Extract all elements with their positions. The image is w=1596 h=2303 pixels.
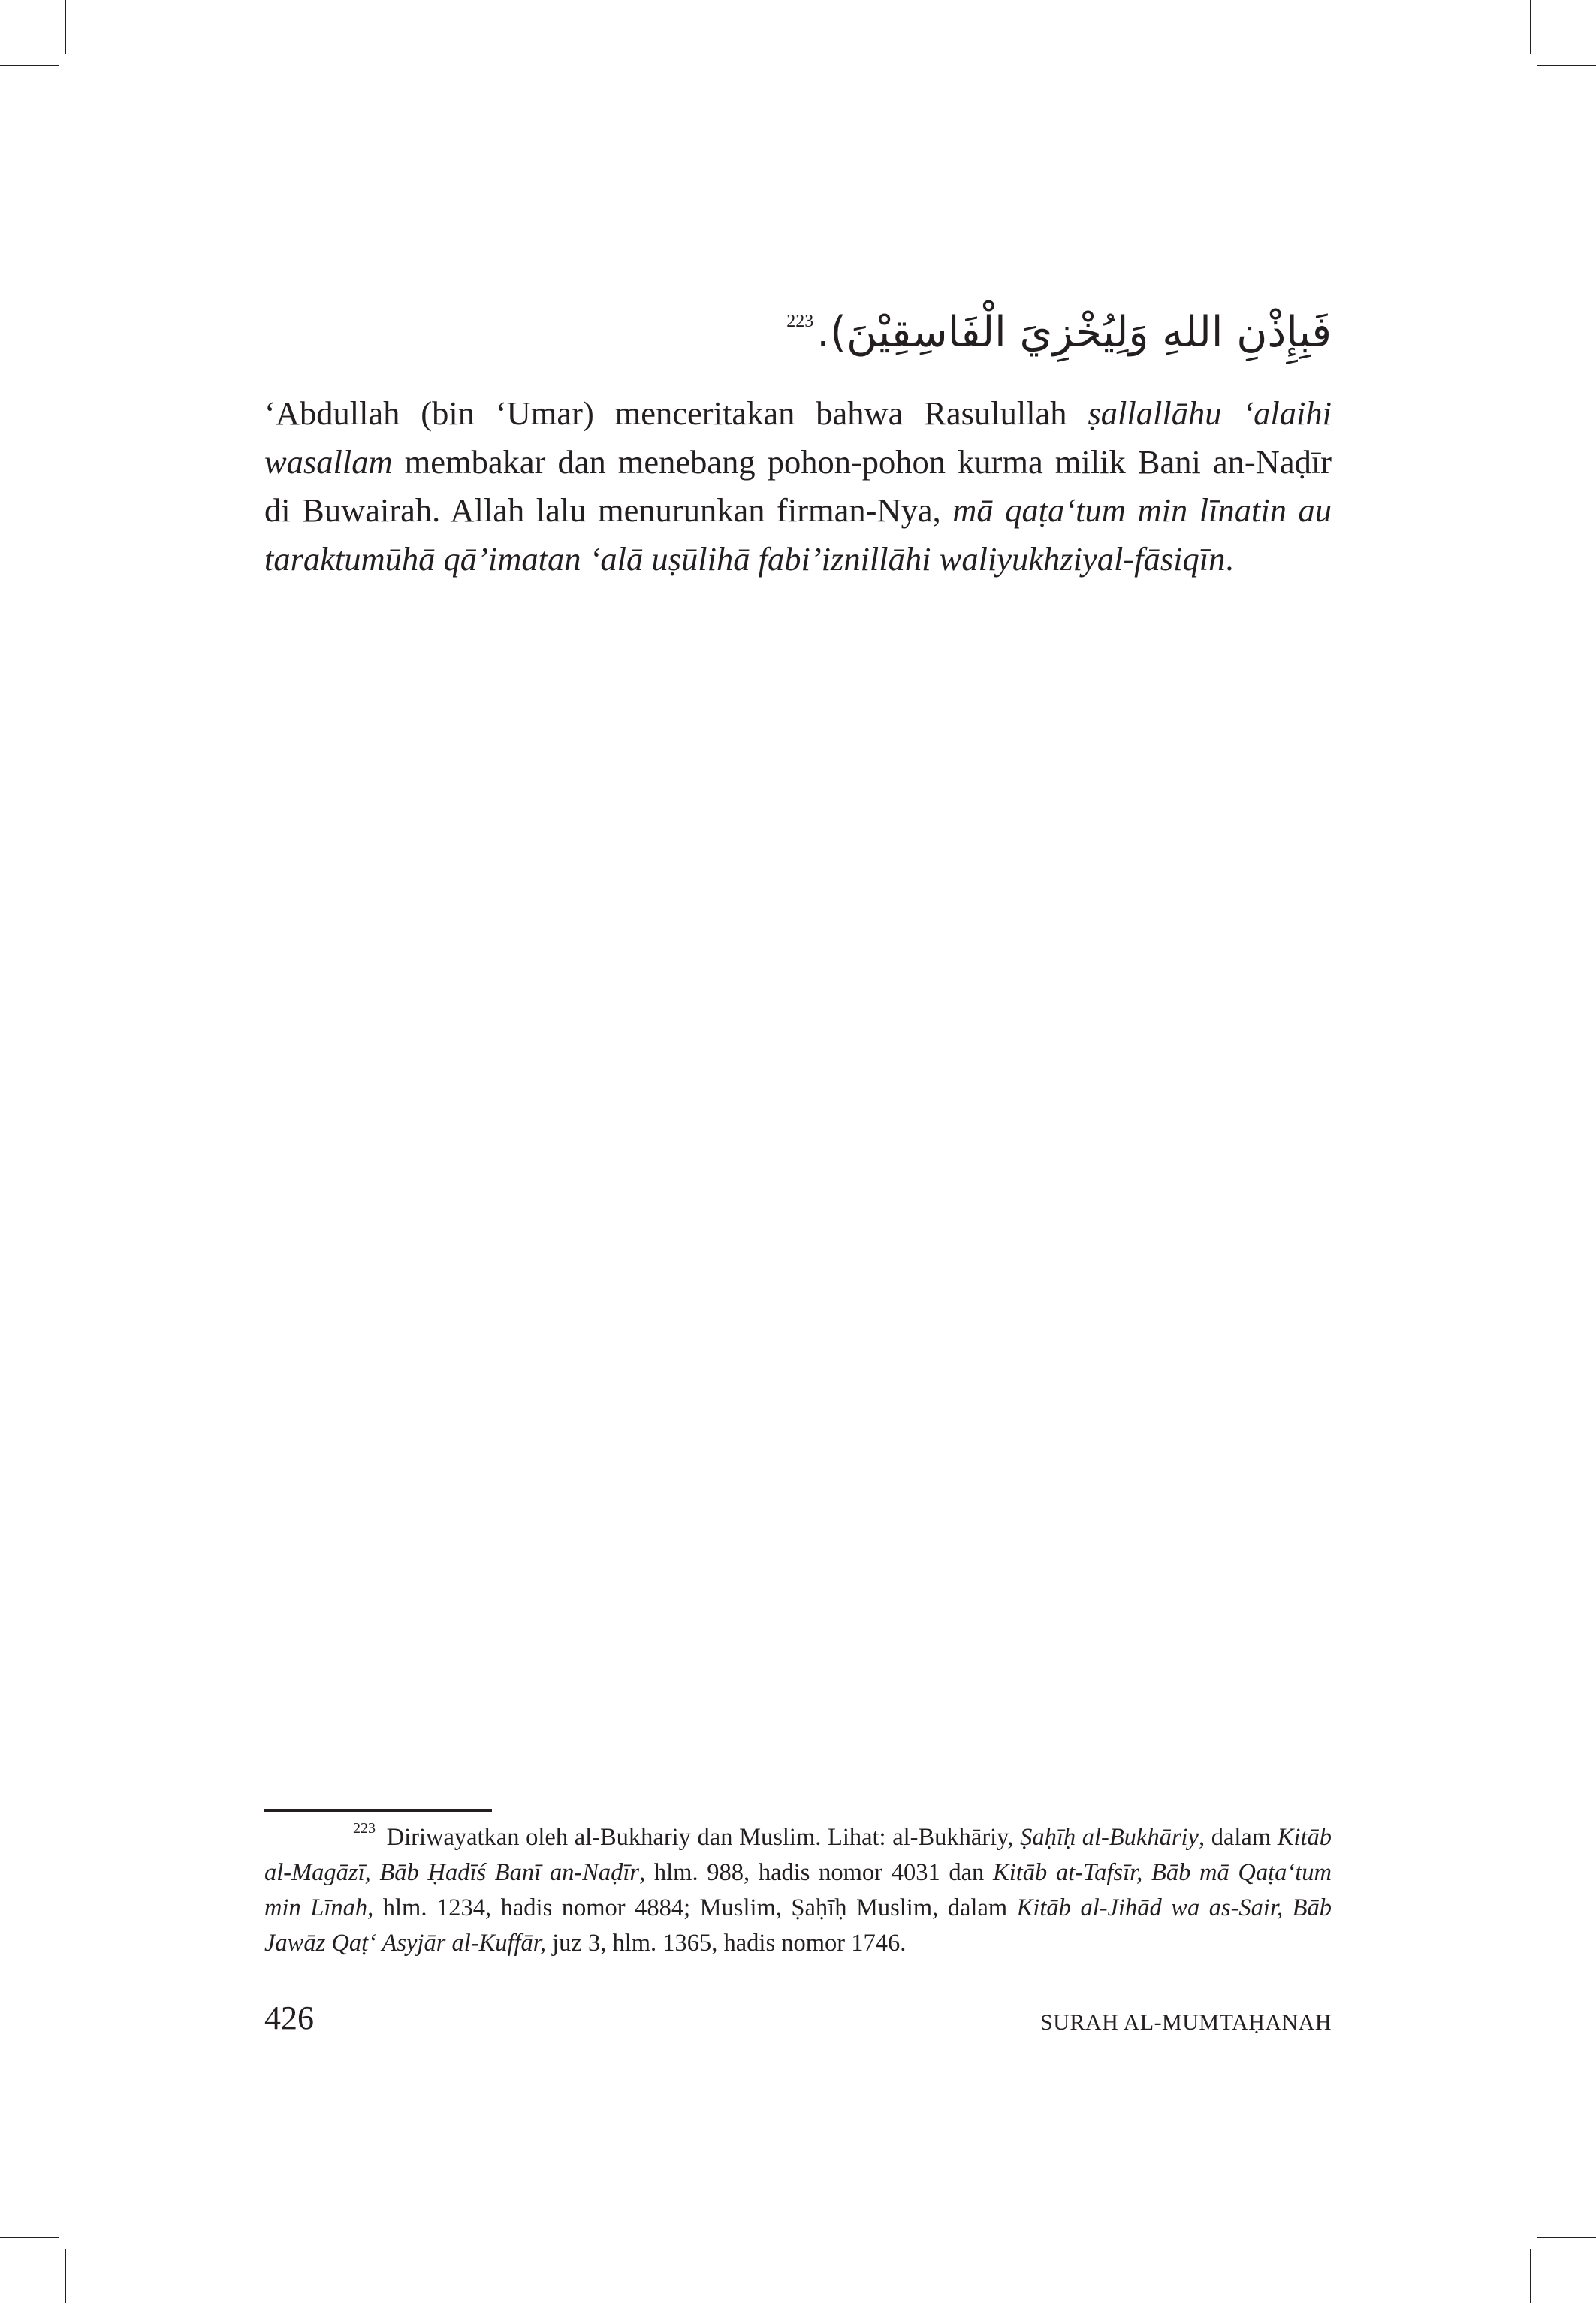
- footnote-text: Diriwayatkan oleh al-Bukhariy dan Muslim. Lihat: al-Bukhāriy,: [380, 1824, 1021, 1851]
- body-italic-text: mā qaṭa‘tum min līnatin au taraktumūhā qā’imatan ‘alā uṣūlihā fabi’iznillāhi waliyukhziyal-fāsiqīn: [264, 491, 1332, 578]
- footnote-italic-text: Kitāb al-Jihād wa as-Sair, Bāb Jawāz Qaṭ‘ Asyjār al-Kuffār,: [264, 1894, 1332, 1957]
- body-italic-text: ṣallallāhu ‘alaihi wasallam: [264, 394, 1332, 481]
- body-text: ‘Abdullah (bin ‘Umar) menceritakan bahwa Rasulullah: [264, 394, 1088, 432]
- footnote-italic-text: Ṣaḥīḥ al-Bukhāriy: [1020, 1824, 1199, 1851]
- footnote-reference[interactable]: 223: [786, 312, 814, 331]
- crop-mark-bottom-right: [1537, 2237, 1596, 2238]
- crop-mark-top-left: [0, 65, 59, 66]
- page-number: 426: [264, 2000, 314, 2036]
- footnote-text: , dalam: [1198, 1824, 1278, 1851]
- crop-mark-bottom-left: [0, 2237, 59, 2238]
- running-head: SURAH AL-MUMTAḤANAH: [1040, 2010, 1332, 2035]
- body-paragraph: [264, 389, 1332, 583]
- footnote-text: , hlm. 988, hadis nomor 4031 dan: [639, 1859, 994, 1886]
- crop-mark-top-right: [1530, 0, 1531, 54]
- crop-mark-top-left: [65, 0, 66, 54]
- body-text: .: [1225, 539, 1234, 578]
- crop-mark-bottom-right: [1530, 2249, 1531, 2303]
- footnote: [264, 1820, 1332, 1961]
- footnote-divider: [264, 1810, 492, 1812]
- footnote-italic-text: Kitāb at-Tafsīr, Bāb mā Qaṭa‘tum min Līnah,: [264, 1859, 1332, 1921]
- footnote-text: juz 3, hlm. 1365, hadis nomor 1746.: [545, 1930, 907, 1957]
- footnote-text: hlm. 1234, hadis nomor 4884; Muslim, Ṣaḥīḥ Muslim, dalam: [373, 1894, 1017, 1921]
- body-text: membakar dan menebang pohon-pohon kurma milik Bani an-Naḍīr di Buwairah. Allah lalu menurunkan firman-Nya,: [264, 442, 1332, 529]
- arabic-verse: [786, 284, 1332, 370]
- footnote-italic-text: Kitāb al-Magāzī, Bāb Ḥadīś Banī an-Naḍīr: [264, 1824, 1332, 1886]
- crop-mark-top-right: [1537, 65, 1596, 66]
- arabic-text: فَبِإِذْنِ اللهِ وَلِيُخْزِيَ الْفَاسِقِيْنَ).: [816, 308, 1332, 357]
- footnote-number: 223: [353, 1820, 376, 1837]
- crop-mark-bottom-left: [65, 2249, 66, 2303]
